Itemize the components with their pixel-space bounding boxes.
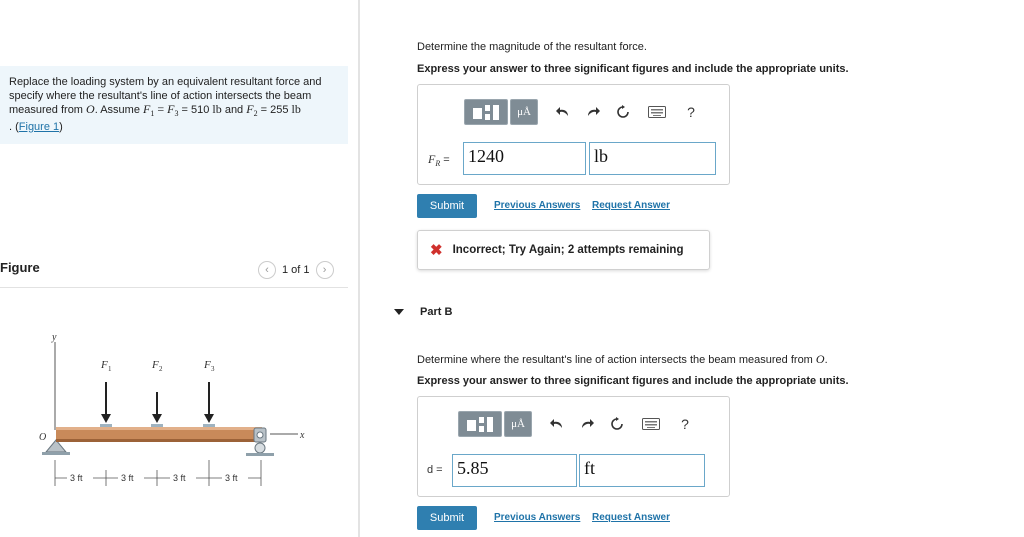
chevron-right-icon: › <box>322 264 327 276</box>
feedback-message <box>417 230 710 270</box>
partb-header[interactable] <box>394 306 452 318</box>
eq3-text: = 255 <box>257 104 292 116</box>
parta-instruction: Express your answer to three significant figures and include the appropriate units. <box>417 63 849 75</box>
partb-help-button[interactable]: ? <box>681 416 689 432</box>
origin-symbol: O <box>86 102 95 116</box>
ground-right <box>246 453 274 456</box>
partb-origin-symbol: O <box>815 352 825 366</box>
eq1-text: = <box>154 102 168 116</box>
partb-toolbar <box>458 411 696 437</box>
origin-label: O <box>39 432 47 443</box>
beam-highlight <box>56 427 262 430</box>
f3-symbol: F <box>167 102 175 116</box>
partb-request-answer-link[interactable]: Request Answer <box>592 512 670 523</box>
partb-question-text: Determine where the resultant's line of action intersects the beam measured from <box>417 354 816 366</box>
partb-question-period: . <box>824 354 828 366</box>
f1-subscript: 1 <box>150 109 155 119</box>
and-text: and <box>221 104 247 116</box>
fr-symbol: F <box>428 152 436 166</box>
figure-divider <box>0 287 348 288</box>
problem-text: Replace the loading system by an equivalent resultant force and specify where the resultant's line of action intersects the beam measured from <box>9 76 322 116</box>
partb-instruction: Express your answer to three significant figures and include the appropriate units. <box>417 375 849 387</box>
partb-units-button[interactable]: μÅ <box>504 411 532 437</box>
reset-icon[interactable] <box>606 413 628 435</box>
d-label: d = <box>427 464 443 476</box>
x-axis-label: x <box>300 430 305 441</box>
f3-sub-label: 3 <box>211 365 215 373</box>
dim-label-3: 3 ft <box>173 473 186 483</box>
f1-symbol: F <box>143 102 151 116</box>
partb-submit-button[interactable]: Submit <box>417 506 477 530</box>
load-pad-1 <box>100 424 112 427</box>
ground-left <box>42 452 70 455</box>
keyboard-icon[interactable] <box>646 101 668 123</box>
assume-text: . Assume <box>94 104 143 116</box>
incorrect-icon: ✖ <box>430 242 443 259</box>
f2-subscript: 2 <box>253 109 258 119</box>
beam-shadow <box>56 439 262 442</box>
figure-pager <box>258 261 334 279</box>
keyboard-icon[interactable] <box>640 413 662 435</box>
unit2-text: lb <box>291 102 301 116</box>
close-paren: ) <box>59 120 63 133</box>
d-unit-input[interactable]: ft <box>579 454 705 487</box>
f3-label: F <box>204 359 211 371</box>
help-button[interactable]: ? <box>687 104 695 120</box>
fr-subscript: R <box>435 159 441 169</box>
chevron-left-icon: ‹ <box>265 264 269 276</box>
feedback-text: Incorrect; Try Again; 2 attempts remaining <box>452 244 684 256</box>
partb-answer-box <box>417 396 730 497</box>
load-pad-3 <box>203 424 215 427</box>
y-axis-label: y <box>52 332 57 343</box>
prev-figure-button[interactable] <box>258 261 276 279</box>
undo-icon[interactable] <box>546 413 568 435</box>
f2-sub-label: 2 <box>159 365 163 373</box>
figure-page-count: 1 of 1 <box>282 264 310 276</box>
fr-unit-input[interactable]: lb <box>589 142 716 175</box>
eq2-text: = 510 <box>178 104 213 116</box>
parta-toolbar <box>464 99 702 125</box>
fr-value-input[interactable]: 1240 <box>463 142 586 175</box>
partb-previous-answers-link[interactable]: Previous Answers <box>494 512 581 523</box>
partb-title: Part B <box>420 306 453 318</box>
templates-icon <box>465 415 495 433</box>
figure-link[interactable]: Figure 1 <box>18 120 60 133</box>
problem-statement <box>0 66 348 144</box>
units-button[interactable]: μÅ <box>510 99 538 125</box>
redo-icon[interactable] <box>576 413 598 435</box>
tail-text: . ( <box>9 120 19 133</box>
next-figure-button[interactable] <box>316 261 334 279</box>
roller <box>255 443 265 453</box>
dim-label-4: 3 ft <box>225 473 238 483</box>
arrowhead-f1 <box>101 414 111 423</box>
collapse-triangle-icon[interactable] <box>394 309 404 315</box>
answer-panel <box>360 0 1024 537</box>
parta-submit-button[interactable]: Submit <box>417 194 477 218</box>
unit1-text: lb <box>212 102 222 116</box>
figure-title: Figure <box>0 260 40 275</box>
parta-question: Determine the magnitude of the resultant force. <box>417 41 647 53</box>
f1-sub-label: 1 <box>108 365 112 373</box>
parta-request-answer-link[interactable]: Request Answer <box>592 200 670 211</box>
beam-figure <box>30 330 320 495</box>
f1-label: F <box>101 359 108 371</box>
partb-question <box>417 352 828 367</box>
parta-previous-answers-link[interactable]: Previous Answers <box>494 200 581 211</box>
templates-icon <box>471 103 501 121</box>
problem-panel <box>0 0 358 537</box>
f2-symbol: F <box>246 102 254 116</box>
reset-icon[interactable] <box>612 101 634 123</box>
dim-label-1: 3 ft <box>70 473 83 483</box>
f2-label: F <box>152 359 159 371</box>
dim-label-2: 3 ft <box>121 473 134 483</box>
f3-subscript: 3 <box>174 109 179 119</box>
undo-icon[interactable] <box>552 101 574 123</box>
arrowhead-f3 <box>204 414 214 423</box>
partb-templates-button[interactable] <box>458 411 502 437</box>
load-pad-2 <box>151 424 163 427</box>
arrowhead-f2 <box>152 414 162 423</box>
roller-pin <box>257 432 263 438</box>
templates-button[interactable] <box>464 99 508 125</box>
fr-equals: = <box>440 154 450 166</box>
d-value-input[interactable]: 5.85 <box>452 454 577 487</box>
redo-icon[interactable] <box>582 101 604 123</box>
fr-label <box>428 152 450 168</box>
parta-answer-box <box>417 84 730 185</box>
